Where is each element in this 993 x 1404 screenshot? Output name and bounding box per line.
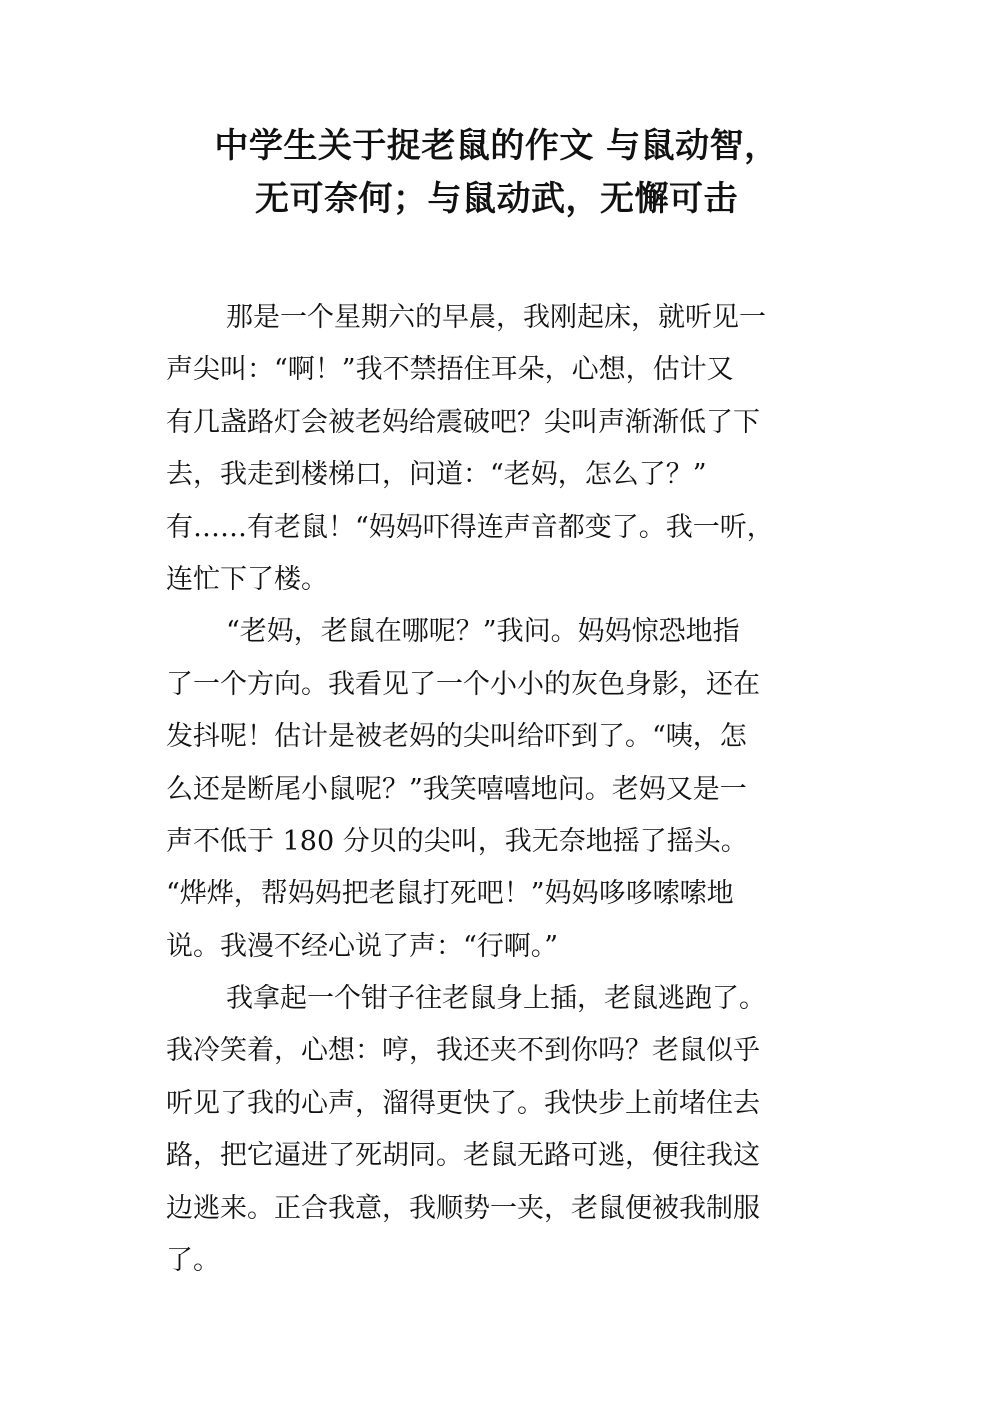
text-line: 说。我漫不经心说了声：“行啊。” xyxy=(166,930,559,962)
title-line: 中学生关于捉老鼠的作文 与鼠动智， xyxy=(214,126,779,166)
text-line: 那是一个星期六的早晨，我刚起床，就听见一 xyxy=(226,302,766,333)
text-line: 发抖呢！估计是被老妈的尖叫给吓到了。“咦，怎 xyxy=(166,721,747,753)
text-line: 了。 xyxy=(166,1245,220,1277)
text-line: 路，把它逼进了死胡同。老鼠无路可逃，便往我这 xyxy=(166,1140,760,1172)
text-line: 声不低于 180 分贝的尖叫，我无奈地摇了摇头。 xyxy=(166,825,748,857)
text-line: 我拿起一个钳子往老鼠身上插，老鼠逃跑了。 xyxy=(226,983,766,1015)
text-line: 声尖叫：“啊！”我不禁捂住耳朵，心想，估计又 xyxy=(166,354,734,386)
document-title xyxy=(120,120,873,226)
text-line: 了一个方向。我看见了一个小小的灰色身影，还在 xyxy=(166,668,760,700)
text-line: 听见了我的心声，溜得更快了。我快步上前堵住去 xyxy=(166,1087,760,1119)
text-line: 有……有老鼠！“妈妈吓得连声音都变了。我一听， xyxy=(166,511,774,543)
text-line: 我冷笑着，心想：哼，我还夹不到你吗？老鼠似乎 xyxy=(166,1035,760,1067)
text-line: 有几盏路灯会被老妈给震破吧？尖叫声渐渐低了下 xyxy=(166,406,760,438)
text-line: 么还是断尾小鼠呢？”我笑嘻嘻地问。老妈又是一 xyxy=(166,773,747,805)
text-line: 去，我走到楼梯口，问道：“老妈，怎么了？” xyxy=(166,459,707,491)
document-body xyxy=(166,292,866,1287)
text-line: “烨烨，帮妈妈把老鼠打死吧！”妈妈哆哆嗦嗦地 xyxy=(166,878,734,910)
title-line: 无可奈何；与鼠动武，无懈可击 xyxy=(255,179,738,219)
text-line: “老妈，老鼠在哪呢？”我问。妈妈惊恐地指 xyxy=(226,616,740,648)
text-line: 连忙下了楼。 xyxy=(166,563,328,595)
text-line: 边逃来。正合我意，我顺势一夹，老鼠便被我制服 xyxy=(166,1192,760,1224)
